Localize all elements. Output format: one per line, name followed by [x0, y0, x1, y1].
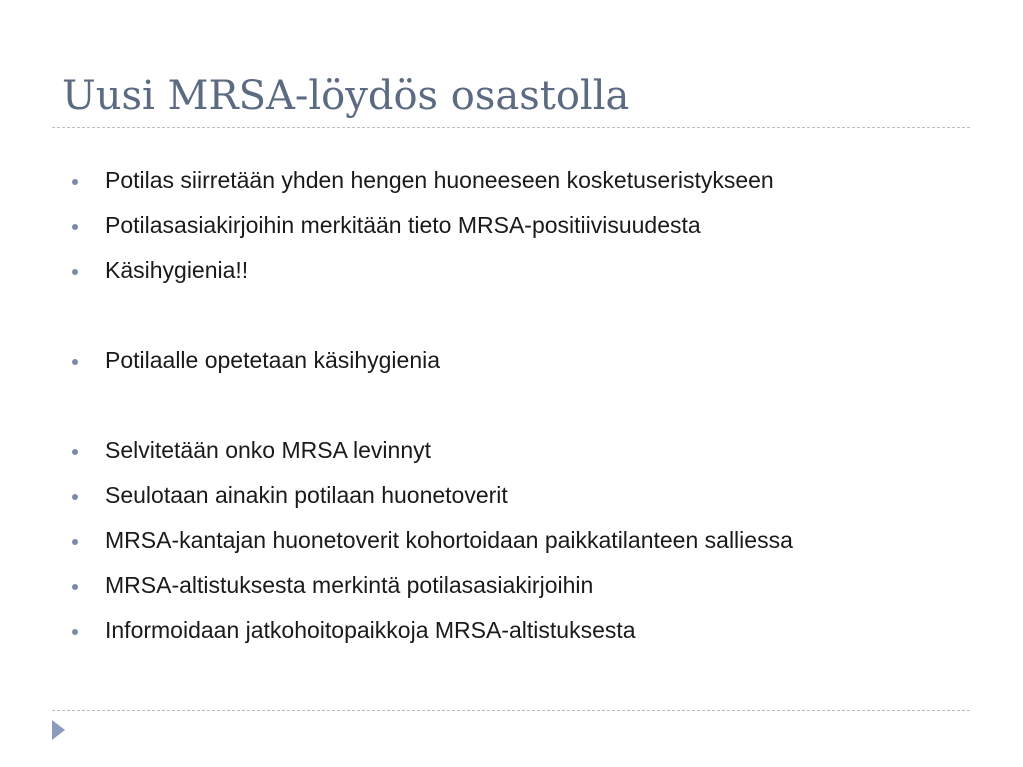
- list-item-text: MRSA-kantajan huonetoverit kohortoidaan paikkatilanteen salliessa: [105, 527, 793, 553]
- title-divider: [52, 127, 970, 128]
- list-item: [70, 563, 793, 608]
- bullet-dot-icon: [72, 584, 78, 590]
- bullet-dot-icon: [72, 449, 78, 455]
- list-item-text: Potilas siirretään yhden hengen huoneeseen kosketuseristykseen: [105, 167, 774, 193]
- list-item: [70, 158, 793, 203]
- list-item-text: Potilaalle opetetaan käsihygienia: [105, 347, 441, 373]
- list-item: [70, 428, 793, 473]
- slide-title: Uusi MRSA-löydös osastolla: [62, 73, 630, 119]
- bullet-dot-icon: [72, 494, 78, 500]
- list-item-text: Käsihygienia!!: [105, 257, 249, 283]
- bullet-dot-icon: [72, 359, 78, 365]
- bullet-dot-icon: [72, 224, 78, 230]
- bullet-dot-icon: [72, 539, 78, 545]
- list-spacer: [70, 383, 793, 428]
- bullet-list: [70, 158, 793, 653]
- footer-divider: [52, 710, 970, 711]
- list-item: [70, 248, 793, 293]
- bullet-dot-icon: [72, 269, 78, 275]
- list-item: [70, 338, 793, 383]
- play-triangle-icon[interactable]: [52, 720, 65, 740]
- list-item: [70, 203, 793, 248]
- list-item-text: Seulotaan ainakin potilaan huonetoverit: [105, 482, 508, 508]
- bullet-dot-icon: [72, 179, 78, 185]
- bullet-dot-icon: [72, 629, 78, 635]
- list-item-text: Selvitetään onko MRSA levinnyt: [105, 437, 432, 463]
- list-item: [70, 473, 793, 518]
- list-item: [70, 608, 793, 653]
- list-spacer: [70, 293, 793, 338]
- list-item-text: MRSA-altistuksesta merkintä potilasasiakirjoihin: [105, 572, 594, 598]
- list-item-text: Potilasasiakirjoihin merkitään tieto MRSA-positiivisuudesta: [105, 212, 701, 238]
- list-item-text: Informoidaan jatkohoitopaikkoja MRSA-altistuksesta: [105, 617, 636, 643]
- list-item: [70, 518, 793, 563]
